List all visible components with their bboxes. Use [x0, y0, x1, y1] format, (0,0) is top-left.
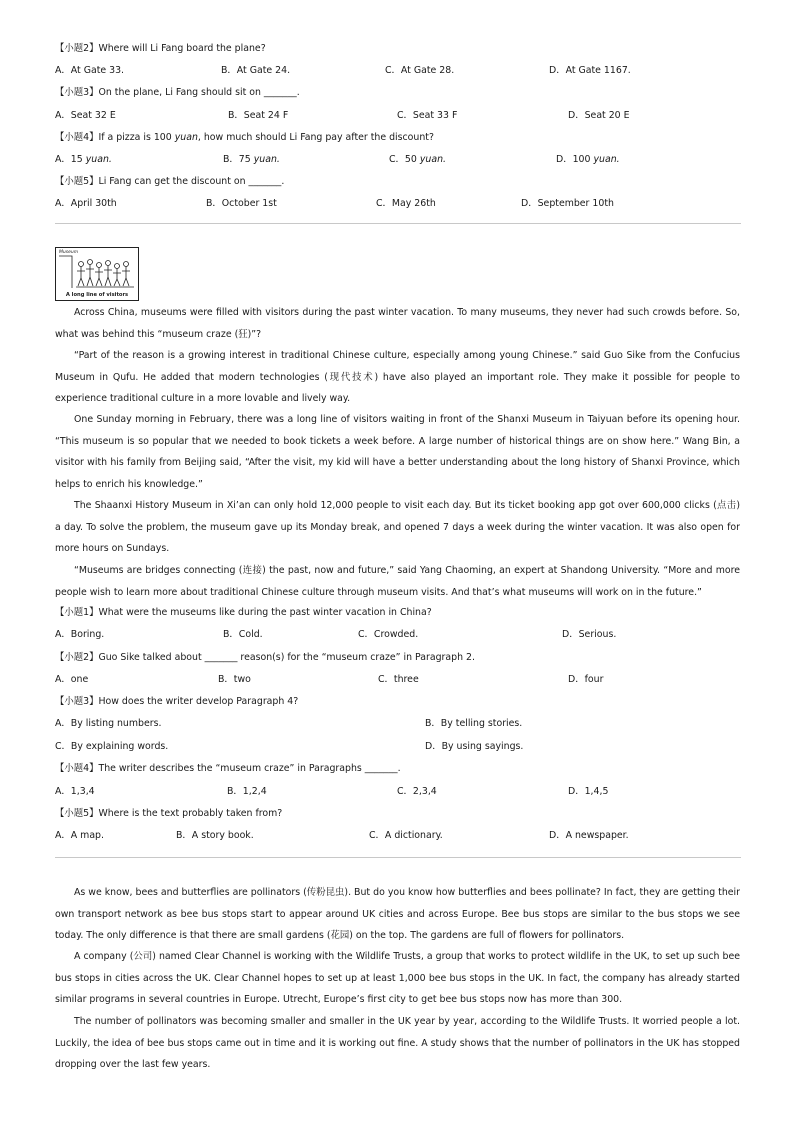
question-number: 【小题3】 — [55, 87, 99, 98]
bees-paragraph-1: As we know, bees and butterflies are pollinators (传粉昆虫). But do you know how butterflies and bees pollinate? In fact, they are getting their own transport network as bee bus stops start to appear around UK cities and across Europe. Bee bus stops are similar to the bus stops we see today. The only difference is that there are small gardens (花园) on the top. The gardens are full of flowers for pollinators. — [55, 887, 740, 941]
option-d[interactable]: D．A newspaper. — [549, 830, 629, 841]
visitors-illustration — [55, 247, 139, 301]
option-b[interactable]: B．October 1st — [206, 198, 277, 209]
option-b[interactable]: B．A story book. — [176, 830, 254, 841]
illustration-label: Museum — [59, 250, 79, 255]
section-divider — [55, 223, 741, 224]
option-a[interactable]: A．At Gate 33. — [55, 65, 125, 76]
paragraph-4: The Shaanxi History Museum in Xi’an can only hold 12,000 people to visit each day. But its ticket booking app got over 600,000 clicks (点击) a day. To solve the problem, the museum gave up its Monday break, and opened 7 days a week during the winter vacation. It was also open for more hours on Sundays. — [55, 500, 740, 554]
question-text: How does the writer develop Paragraph 4? — [98, 696, 299, 707]
question-text: The writer describes the “museum craze” in Paragraphs _______. — [98, 763, 401, 774]
option-d[interactable]: D．September 10th — [521, 198, 614, 209]
option-d[interactable]: D．Seat 20 E — [568, 110, 630, 121]
option-a[interactable]: A．A map. — [55, 830, 104, 841]
option-c[interactable] — [389, 153, 446, 167]
question-text: Li Fang can get the discount on _______. — [98, 176, 285, 187]
question-number: 【小题1】 — [55, 607, 99, 618]
option-value: A．15 — [55, 154, 86, 165]
option-b[interactable]: B．At Gate 24. — [221, 65, 291, 76]
question-3 — [55, 695, 298, 709]
question-number: 【小题2】 — [55, 43, 99, 54]
option-value: C．50 — [389, 154, 420, 165]
question-q5 — [55, 175, 284, 189]
option-c[interactable]: C．A dictionary. — [369, 830, 443, 841]
option-d[interactable]: D．four — [568, 674, 604, 685]
option-unit: yuan. — [593, 154, 620, 165]
option-b[interactable] — [223, 153, 280, 167]
option-c[interactable]: C．Seat 33 F — [397, 110, 458, 121]
illustration-caption: A long line of visitors — [65, 292, 129, 298]
option-c[interactable]: C．May 26th — [376, 198, 436, 209]
option-unit: yuan. — [419, 154, 447, 165]
option-b[interactable]: B．1,2,4 — [227, 786, 267, 797]
option-a[interactable]: A．By listing numbers. — [55, 718, 162, 729]
question-text: If a pizza is 100 — [98, 132, 175, 143]
option-unit: yuan. — [253, 154, 280, 165]
question-text: Where will Li Fang board the plane? — [98, 43, 266, 54]
question-number: 【小题5】 — [55, 808, 99, 819]
option-d[interactable]: D．By using sayings. — [425, 741, 524, 752]
option-a[interactable] — [55, 153, 112, 167]
option-d[interactable]: D．Serious. — [562, 629, 617, 640]
question-number: 【小题4】 — [55, 132, 99, 143]
option-d[interactable]: D．At Gate 1167. — [549, 65, 631, 76]
question-text: Where is the text probably taken from? — [98, 808, 283, 819]
question-q3 — [55, 86, 300, 100]
option-c[interactable]: C．By explaining words. — [55, 741, 169, 752]
question-number: 【小题3】 — [55, 696, 99, 707]
option-a[interactable]: A．Boring. — [55, 629, 105, 640]
option-d[interactable]: D．1,4,5 — [568, 786, 609, 797]
option-c[interactable]: C．At Gate 28. — [385, 65, 455, 76]
option-value: D．100 — [556, 154, 594, 165]
question-text: On the plane, Li Fang should sit on _______. — [98, 87, 300, 98]
question-number: 【小题4】 — [55, 763, 99, 774]
option-c[interactable]: C．Crowded. — [358, 629, 419, 640]
question-text-tail: , how much should Li Fang pay after the discount? — [197, 132, 434, 143]
question-number: 【小题2】 — [55, 652, 99, 663]
question-5 — [55, 807, 282, 821]
option-a[interactable]: A．one — [55, 674, 89, 685]
question-2 — [55, 651, 475, 665]
option-b[interactable]: B．Seat 24 F — [228, 110, 289, 121]
question-4 — [55, 762, 401, 776]
option-a[interactable]: A．1,3,4 — [55, 786, 95, 797]
paragraph-3: One Sunday morning in February, there was a long line of visitors waiting in front of the Shanxi Museum in Taiyuan before its opening hour. “This museum is so popular that we needed to book tickets a week before. A large number of historical things are on show here.” Wang Bin, a visitor with his family from Beijing said, “After the visit, my kid will have a better understanding about the long history of Shanxi Province, which helps to enrich his knowledge.” — [55, 414, 740, 490]
question-text: Guo Sike talked about _______ reason(s) for the “museum craze” in Paragraph 2. — [98, 652, 475, 663]
section-divider — [55, 857, 741, 858]
option-value: B．75 — [223, 154, 254, 165]
crowd-sketch-icon — [56, 248, 138, 292]
paragraph-2: “Part of the reason is a growing interest in traditional Chinese culture, especially among young Chinese.” said Guo Sike from the Confucius Museum in Qufu. He added that modern technologies (现代技术) have also played an important role. They make it possible for people to experience traditional culture in a more lovable and lively way. — [55, 350, 740, 404]
option-c[interactable]: C．three — [378, 674, 419, 685]
option-unit: yuan. — [85, 154, 112, 165]
paragraph-1: Across China, museums were filled with visitors during the past winter vacation. To many museums, they never had such crowds before. So, what was behind this “museum craze (狂)”? — [55, 307, 740, 340]
question-q2 — [55, 42, 266, 56]
bees-paragraph-3: The number of pollinators was becoming smaller and smaller in the UK year by year, according to the Wildlife Trusts. It worried people a lot. Luckily, the idea of bee bus stops came out in time and it is working out fine. A study shows that the number of pollinators in the UK has stopped dropping over the last few years. — [55, 1016, 740, 1070]
option-b[interactable]: B．By telling stories. — [425, 718, 523, 729]
question-number: 【小题5】 — [55, 176, 99, 187]
option-a[interactable]: A．April 30th — [55, 198, 117, 209]
bees-paragraph-2: A company (公司) named Clear Channel is working with the Wildlife Trusts, a group that works to protect wildlife in the UK, to set up such bee bus stops in cities across the UK. Clear Channel hopes to set up at least 1,000 bee bus stops in the UK. In fact, the company has already started similar programs in several countries in Europe. Utrecht, Europe’s first city to get bee bus stops now has more than 300. — [55, 951, 740, 1005]
option-d[interactable] — [556, 153, 620, 167]
option-a[interactable]: A．Seat 32 E — [55, 110, 116, 121]
question-1 — [55, 606, 432, 620]
option-c[interactable]: C．2,3,4 — [397, 786, 437, 797]
option-b[interactable]: B．Cold. — [223, 629, 263, 640]
question-text: What were the museums like during the past winter vacation in China? — [98, 607, 432, 618]
option-b[interactable]: B．two — [218, 674, 251, 685]
currency-unit: yuan — [174, 132, 198, 143]
paragraph-5: “Museums are bridges connecting (连接) the past, now and future,” said Yang Chaoming, an expert at Shandong University. “More and more people wish to learn more about traditional Chinese culture through museum visits. And that’s what museums will work on in the future.” — [55, 565, 740, 598]
question-q4 — [55, 131, 434, 145]
